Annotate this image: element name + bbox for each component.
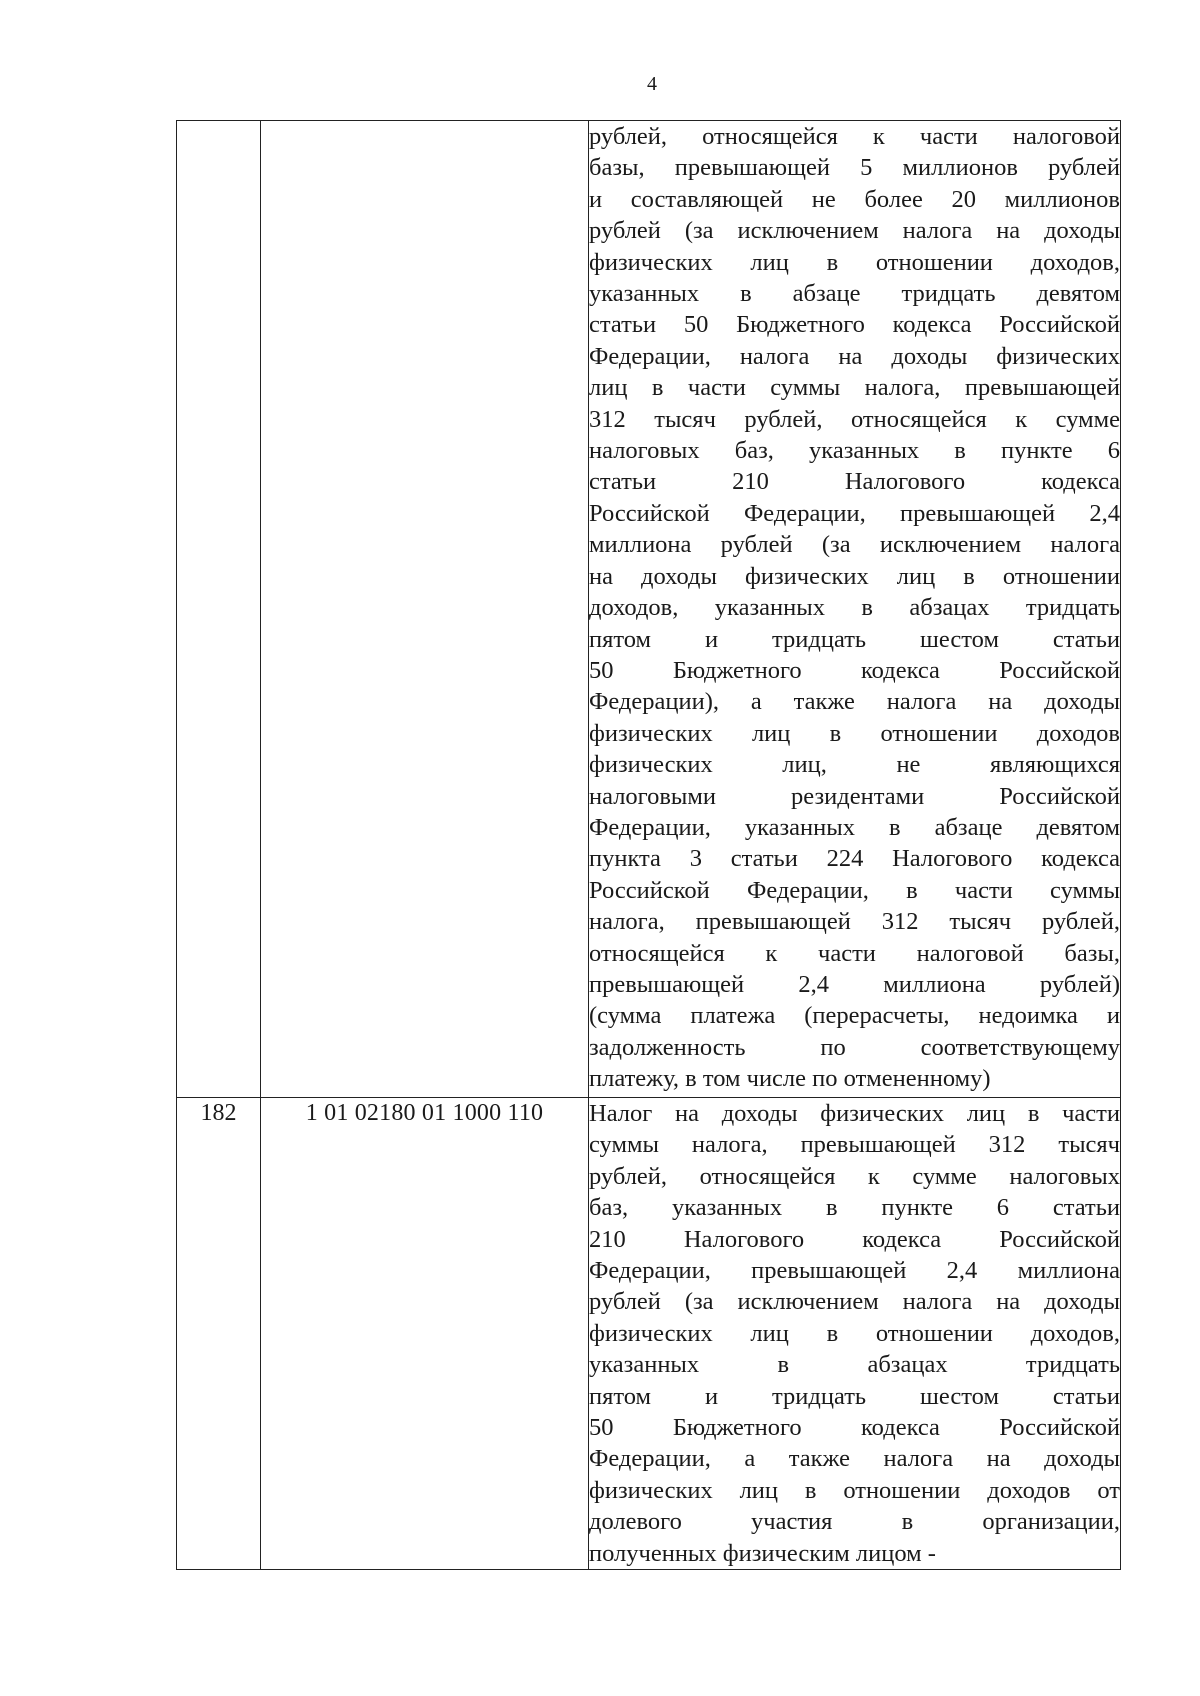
description-line: Российской Федерации, превышающей 2,4 xyxy=(589,499,1120,527)
description-line: статьи 50 Бюджетного кодекса Российской xyxy=(589,311,1120,339)
description-line: пятом и тридцать шестом статьи xyxy=(589,625,1120,653)
description-line: рублей, относящейся к части налоговой xyxy=(589,123,1120,150)
description-line: полученных физическим лицом - xyxy=(589,1539,936,1567)
description-line: относящейся к части налоговой базы, xyxy=(589,939,1120,967)
description-line: 50 Бюджетного кодекса Российской xyxy=(589,656,1120,684)
description-line: рублей (за исключением налога на доходы xyxy=(589,217,1120,245)
description-line: Российской Федерации, в части суммы xyxy=(589,876,1120,904)
admin-code-cell xyxy=(177,121,261,1098)
description-line: Федерации, налога на доходы физических xyxy=(589,342,1120,370)
description-line: физических лиц, не являющихся xyxy=(589,751,1120,779)
description-line: Федерации, а также налога на доходы xyxy=(589,1445,1120,1473)
kbk-code-cell xyxy=(261,121,589,1098)
description-line: Налог на доходы физических лиц в части xyxy=(589,1100,1120,1127)
description-line: указанных в абзаце тридцать девятом xyxy=(589,280,1120,308)
description-line: пятом и тридцать шестом статьи xyxy=(589,1382,1120,1410)
description-line: превышающей 2,4 миллиона рублей) xyxy=(589,970,1120,998)
description-line: физических лиц в отношении доходов xyxy=(589,719,1120,747)
description-line: суммы налога, превышающей 312 тысяч xyxy=(589,1131,1120,1159)
description-line: Федерации), а также налога на доходы xyxy=(589,688,1120,716)
description-line: физических лиц в отношении доходов, xyxy=(589,248,1120,276)
description-line: налоговых баз, указанных в пункте 6 xyxy=(589,437,1120,465)
description-line: указанных в абзацах тридцать xyxy=(589,1351,1120,1379)
admin-code-cell: 182 xyxy=(177,1098,261,1570)
description-line: 210 Налогового кодекса Российской xyxy=(589,1225,1120,1253)
description-line: задолженность по соответствующему xyxy=(589,1033,1120,1061)
description-line: баз, указанных в пункте 6 статьи xyxy=(589,1194,1120,1222)
table-row xyxy=(177,1098,1121,1570)
description-line: рублей (за исключением налога на доходы xyxy=(589,1288,1120,1316)
description-line: физических лиц в отношении доходов, xyxy=(589,1319,1120,1347)
description-line: и составляющей не более 20 миллионов xyxy=(589,185,1120,213)
description-cell xyxy=(589,121,1121,1098)
description-line: Федерации, указанных в абзаце девятом xyxy=(589,813,1120,841)
description-line: долевого участия в организации, xyxy=(589,1508,1120,1536)
description-cell xyxy=(589,1098,1121,1570)
page-number: 4 xyxy=(647,73,657,95)
description-line: налоговыми резидентами Российской xyxy=(589,782,1120,810)
budget-classification-table xyxy=(176,120,1121,1570)
description-line: на доходы физических лиц в отношении xyxy=(589,562,1120,590)
description-line: миллиона рублей (за исключением налога xyxy=(589,531,1120,559)
description-line: статьи 210 Налогового кодекса xyxy=(589,468,1120,496)
description-line: доходов, указанных в абзацах тридцать xyxy=(589,594,1120,622)
description-line: базы, превышающей 5 миллионов рублей xyxy=(589,154,1120,182)
description-line: лиц в части суммы налога, превышающей xyxy=(589,374,1120,402)
description-line: физических лиц в отношении доходов от xyxy=(589,1476,1120,1504)
description-line: рублей, относящейся к сумме налоговых xyxy=(589,1162,1120,1190)
description-line: Федерации, превышающей 2,4 миллиона xyxy=(589,1257,1120,1285)
kbk-code-cell: 1 01 02180 01 1000 110 xyxy=(261,1098,589,1570)
description-line: пункта 3 статьи 224 Налогового кодекса xyxy=(589,845,1120,873)
description-line: платежу, в том числе по отмененному) xyxy=(589,1065,991,1093)
description-line: (сумма платежа (перерасчеты, недоимка и xyxy=(589,1002,1120,1030)
description-line: 312 тысяч рублей, относящейся к сумме xyxy=(589,405,1120,433)
description-line: налога, превышающей 312 тысяч рублей, xyxy=(589,908,1120,936)
table-row xyxy=(177,121,1121,1098)
description-line: 50 Бюджетного кодекса Российской xyxy=(589,1414,1120,1442)
